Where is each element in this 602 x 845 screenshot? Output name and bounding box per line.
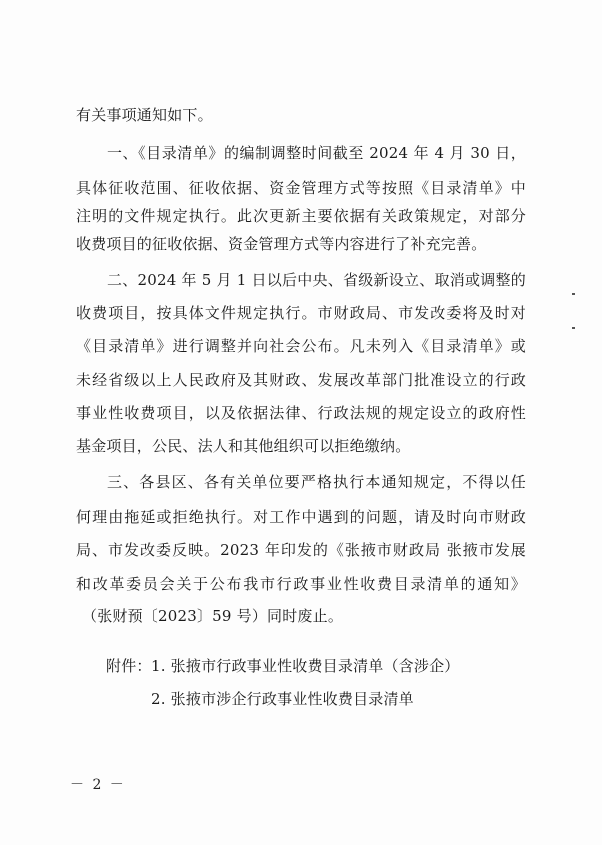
paragraph-3-line-5: （张财预〔2023〕59 号）同时废止。 [82, 607, 344, 625]
paragraph-2-line-2: 收费项目，按具体文件规定执行。市财政局、市发改委将及时对 [76, 304, 526, 322]
paragraph-3-line-3: 局、市发改委反映。2023 年印发的《张掖市财政局 张掖市发展 [76, 541, 526, 559]
intro-line: 有关事项通知如下。 [76, 106, 213, 124]
page-number: － 2 － [70, 777, 126, 793]
attachments-label: 附件： [106, 657, 152, 675]
scan-speck [572, 327, 575, 329]
paragraph-2-line-1: 二、2024 年 5 月 1 日以后中央、省级新设立、取消或调整的 [107, 271, 526, 289]
paragraph-3-line-1: 三、各县区、各有关单位要严格执行本通知规定，不得以任 [107, 473, 526, 491]
paragraph-1-line-4: 收费项目的征收依据、资金管理方式等内容进行了补充完善。 [76, 235, 487, 253]
paragraph-1-line-2: 具体征收范围、征收依据、资金管理方式等按照《目录清单》中 [76, 179, 526, 197]
paragraph-1-line-3: 注明的文件规定执行。此次更新主要依据有关政策规定，对部分 [76, 207, 526, 225]
paragraph-2-line-6: 基金项目，公民、法人和其他组织可以拒绝缴纳。 [76, 437, 411, 455]
paragraph-1-line-1: 一、《目录清单》的编制调整时间截至 2024 年 4 月 30 日， [107, 144, 526, 162]
paragraph-2-line-4: 未经省级以上人民政府及其财政、发展改革部门批准设立的行政 [76, 371, 526, 389]
paragraph-2-line-5: 事业性收费项目，以及依据法律、行政法规的规定设立的政府性 [76, 404, 526, 422]
paragraph-3-line-2: 何理由拖延或拒绝执行。对工作中遇到的问题，请及时向市财政 [76, 508, 526, 526]
attachment-item-1: 1. 张掖市行政事业性收费目录清单（含涉企） [151, 657, 460, 675]
attachment-item-2: 2. 张掖市涉企行政事业性收费目录清单 [151, 690, 414, 708]
paragraph-3-line-4: 和改革委员会关于公布我市行政事业性收费目录清单的通知》 [76, 575, 526, 593]
paragraph-2-line-3: 《目录清单》进行调整并向社会公布。凡未列入《目录清单》或 [76, 337, 526, 355]
scan-speck [572, 293, 575, 295]
